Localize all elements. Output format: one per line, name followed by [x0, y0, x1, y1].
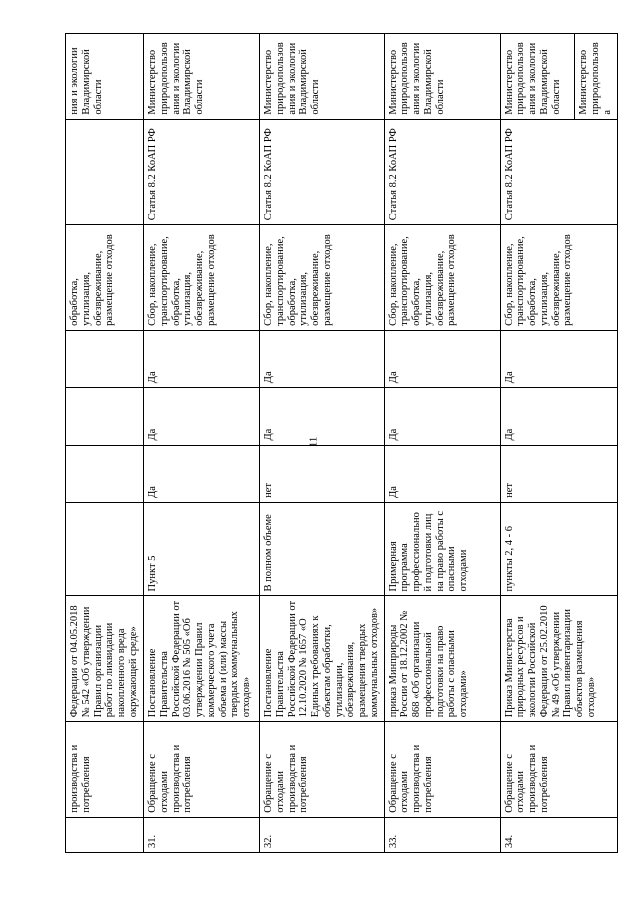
- flag-1: [66, 445, 144, 502]
- legal-act: Приказ Министерства природных ресурсов и экологии Российской Федерации от 25.02.2010 № 49 «Об утверждении Правил инвентаризации объектов размещения отходов»: [500, 596, 617, 722]
- row-number: [66, 817, 144, 852]
- row-number: 32.: [260, 817, 385, 852]
- control-authority: Министерство природопользования и экологии Владимирской области: [384, 34, 500, 120]
- activity-types: Сбор, накопление, транспортирование, обработка, утилизация, обезвреживание, размещение отходов: [260, 225, 385, 331]
- row-number: 31.: [144, 817, 260, 852]
- regulations-table: [65, 33, 618, 853]
- act-part: Примерная программа профессионально й подготовки лиц на право работы с опасными отходами: [384, 502, 500, 596]
- table-row: [384, 34, 500, 853]
- row-number: 34.: [500, 817, 617, 852]
- flag-2: Да: [260, 388, 385, 445]
- flag-1: нет: [260, 445, 385, 502]
- flag-3: Да: [500, 330, 617, 387]
- control-authority: ния и экологии Владимирской области: [66, 34, 144, 120]
- act-part: [66, 502, 144, 596]
- control-authority: Министерство природопользования и экологии Владимирской области: [144, 34, 260, 120]
- flag-1: Да: [144, 445, 260, 502]
- act-part: В полном объеме: [260, 502, 385, 596]
- control-object: Обращение с отходами производства и потребления: [144, 722, 260, 818]
- flag-2: Да: [500, 388, 617, 445]
- table-row: [260, 34, 385, 853]
- legal-act: приказ Минприроды России от 18.12.2002 № 868 «Об организации профессиональной подготовки на право работы с опасными отходами»: [384, 596, 500, 722]
- liability-article: Статья 8.2 КоАП РФ: [144, 119, 260, 225]
- legal-act: Постановление Правительства Российской Федерации от 12.10.2020 № 1657 «О Единых требованиях к объектам обработки, утилизации, обезвреживания, размещения твердых коммунальных отходов»: [260, 596, 385, 722]
- act-part: Пункт 5: [144, 502, 260, 596]
- control-authority-continued: Министерство природопользова: [578, 42, 613, 115]
- rotated-table-container: [65, 33, 613, 853]
- legal-act: Федерации от 04.05.2018 № 542 «Об утверждении Правил организации работ по ликвидации накопленного вреда окружающей среде»: [66, 596, 144, 722]
- act-part: пункты 2, 4 - 6: [500, 502, 617, 596]
- control-object: Обращение с отходами производства и потребления: [500, 722, 617, 818]
- flag-1: Да: [384, 445, 500, 502]
- liability-article: [66, 119, 144, 225]
- control-object: производства и потребления: [66, 722, 144, 818]
- liability-article: Статья 8.2 КоАП РФ: [384, 119, 500, 225]
- rotated-table-frame: [65, 33, 613, 853]
- legal-act: Постановление Правительства Российской Федерации от 03.06.2016 № 505 «Об утверждении Правил коммерческого учета объема и (или) массы твердых коммунальных отходов»: [144, 596, 260, 722]
- flag-2: Да: [144, 388, 260, 445]
- row-number: 33.: [384, 817, 500, 852]
- flag-2: [66, 388, 144, 445]
- control-authority: Министерство природопользования и экологии Владимирской области: [260, 34, 385, 120]
- table-row: [500, 34, 617, 853]
- flag-1: нет: [500, 445, 617, 502]
- control-authority-split: [500, 34, 617, 120]
- activity-types: Сбор, накопление, транспортирование, обработка, утилизация, обезвреживание, размещение отходов: [384, 225, 500, 331]
- activity-types: Сбор, накопление, транспортирование, обработка, утилизация, обезвреживание, размещение отходов: [144, 225, 260, 331]
- table-row: [144, 34, 260, 853]
- control-object: Обращение с отходами производства и потребления: [384, 722, 500, 818]
- control-authority: Министерство природопользования и экологии Владимирской области: [501, 34, 576, 119]
- liability-article: Статья 8.2 КоАП РФ: [260, 119, 385, 225]
- flag-2: Да: [384, 388, 500, 445]
- flag-3: Да: [384, 330, 500, 387]
- flag-3: [66, 330, 144, 387]
- flag-3: Да: [260, 330, 385, 387]
- flag-3: Да: [144, 330, 260, 387]
- page-number: 11: [307, 436, 320, 448]
- activity-types: обработка, утилизация, обезвреживание, размещение отходов: [66, 225, 144, 331]
- liability-article: Статья 8.2 КоАП РФ: [500, 119, 617, 225]
- authority-split-container: [504, 38, 614, 115]
- table-row: [66, 34, 144, 853]
- activity-types: Сбор, накопление, транспортирование, обработка, утилизация, обезвреживание, размещение отходов: [500, 225, 617, 331]
- control-object: Обращение с отходами производства и потребления: [260, 722, 385, 818]
